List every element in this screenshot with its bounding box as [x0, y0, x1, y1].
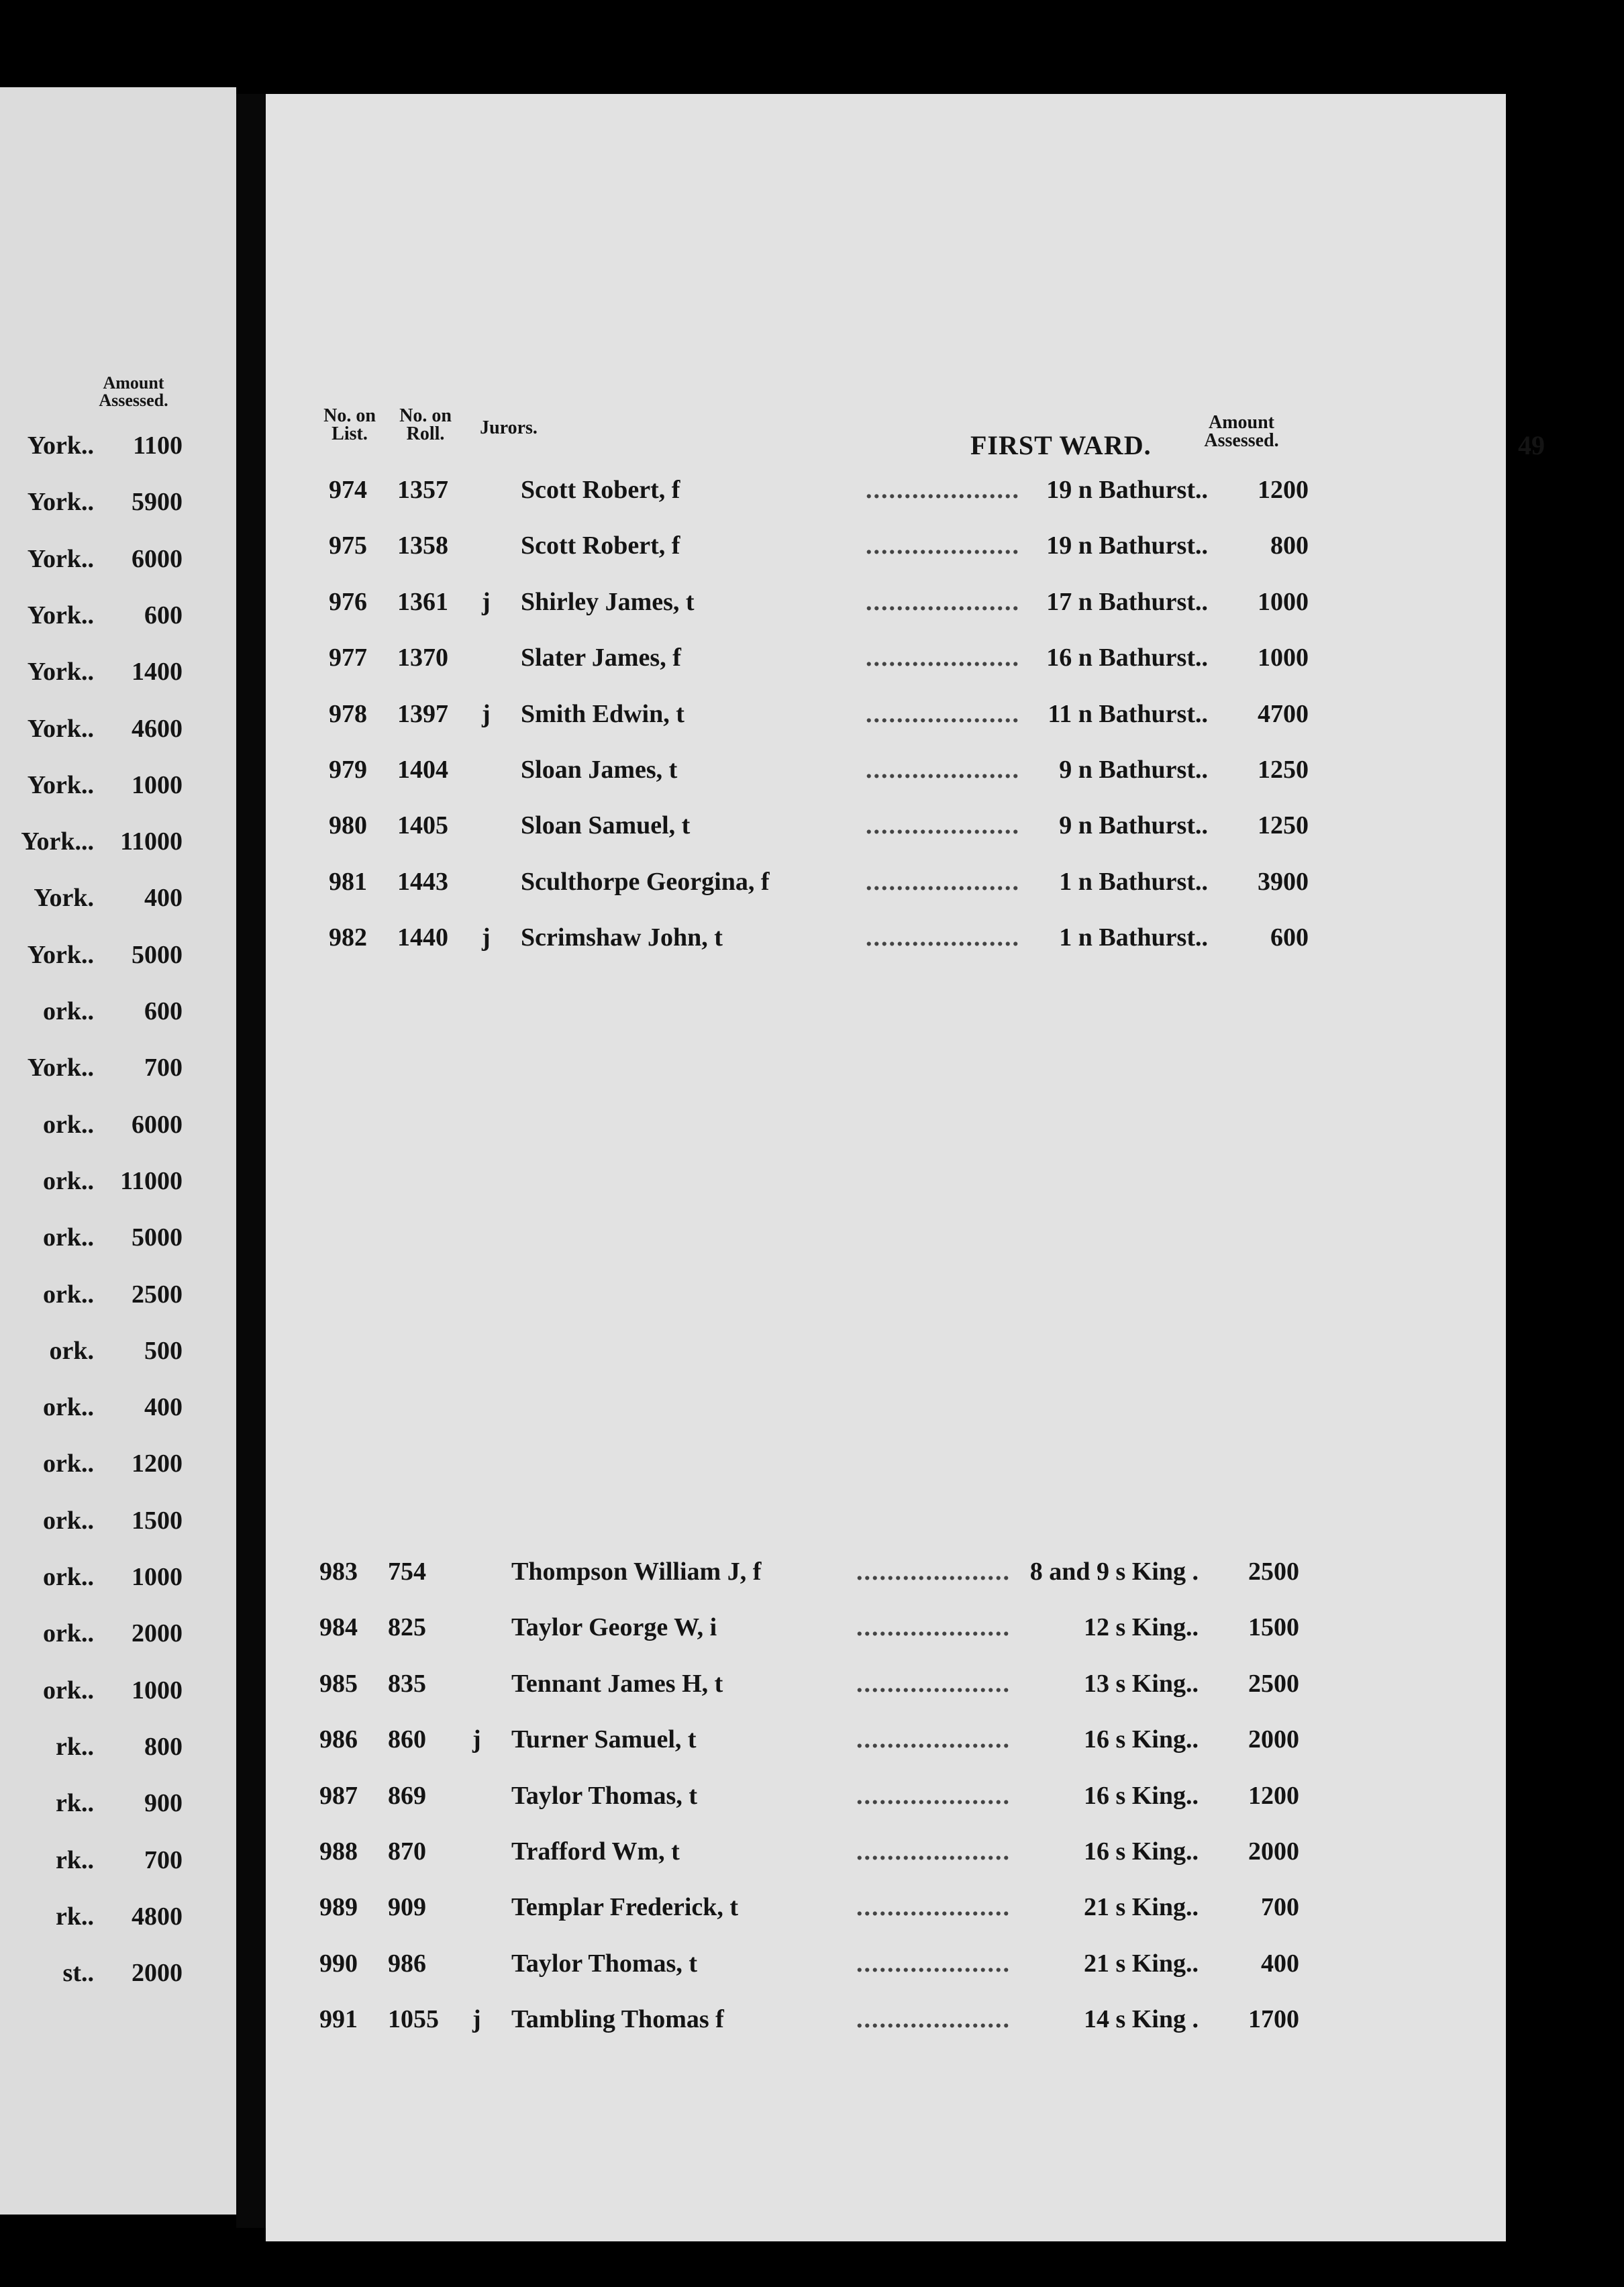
list-number: 982	[329, 923, 367, 952]
left-amount: 600	[144, 601, 183, 629]
left-row	[0, 1506, 195, 1546]
left-row	[0, 770, 195, 811]
roll-number: 1404	[397, 756, 448, 784]
entry-amount: 1200	[1258, 476, 1309, 504]
entry-name: Taylor George W, i	[511, 1613, 717, 1642]
entry-amount: 1250	[1258, 811, 1309, 840]
list-number: 977	[329, 644, 367, 672]
entry-address: 16 s King..	[1083, 1725, 1199, 1754]
entry-name: Sloan James, t	[521, 756, 678, 784]
entry-address: 11 n Bathurst..	[1048, 699, 1208, 728]
entry-amount: 4700	[1258, 699, 1309, 728]
left-street: ork..	[43, 1563, 94, 1591]
left-amount: 400	[144, 884, 183, 913]
left-row	[0, 1958, 195, 1998]
roll-number: 870	[388, 1837, 426, 1866]
left-row	[0, 601, 195, 641]
left-row	[0, 1336, 195, 1376]
left-amount: 1000	[132, 1676, 183, 1705]
left-row	[0, 1053, 195, 1093]
juror-mark: j	[472, 1725, 481, 1754]
entry-amount: 1700	[1248, 2005, 1299, 2034]
left-amount: 500	[144, 1336, 183, 1365]
left-street: ork..	[43, 1166, 94, 1195]
entry-name: Taylor Thomas, t	[511, 1949, 697, 1978]
left-amount: 4600	[132, 714, 183, 743]
left-amount: 4800	[132, 1902, 183, 1931]
list-number: 986	[319, 1725, 358, 1754]
list-number: 976	[329, 587, 367, 616]
table-row	[319, 1949, 1299, 1989]
list-number: 981	[329, 867, 367, 896]
entry-amount: 800	[1270, 531, 1309, 560]
leader-dots: ....................	[866, 867, 1020, 896]
left-street: York..	[27, 940, 94, 969]
entry-address: 19 n Bathurst..	[1046, 531, 1208, 560]
entry-amount: 1500	[1248, 1613, 1299, 1642]
roll-number: 1443	[397, 867, 448, 896]
list-number: 974	[329, 476, 367, 504]
leader-dots: ....................	[866, 699, 1020, 728]
left-street: ork..	[43, 1450, 94, 1478]
header-roll: No. on Roll.	[399, 405, 452, 444]
left-street: York..	[27, 658, 94, 687]
juror-mark: j	[482, 587, 491, 616]
entry-amount: 2500	[1248, 1669, 1299, 1698]
book-spine	[236, 94, 270, 2228]
left-row	[0, 1449, 195, 1489]
list-number: 978	[329, 699, 367, 728]
left-street: st..	[62, 1959, 94, 1988]
list-number: 975	[329, 531, 367, 560]
left-row	[0, 1902, 195, 1942]
entry-name: Thompson William J, f	[511, 1558, 762, 1586]
list-number: 985	[319, 1669, 358, 1698]
entry-address: 13 s King..	[1083, 1669, 1199, 1698]
leader-dots: ....................	[856, 1837, 1011, 1866]
left-row	[0, 940, 195, 980]
list-number: 991	[319, 2005, 358, 2034]
left-street: ork..	[43, 1393, 94, 1422]
table-row	[329, 867, 1309, 907]
left-row	[0, 487, 195, 527]
roll-number: 1370	[397, 644, 448, 672]
table-row	[329, 811, 1309, 851]
table-row	[329, 643, 1309, 683]
table-row	[329, 755, 1309, 795]
roll-number: 825	[388, 1613, 426, 1642]
entry-name: Smith Edwin, t	[521, 699, 684, 728]
entry-address: 1 n Bathurst..	[1059, 867, 1208, 896]
entry-name: Turner Samuel, t	[511, 1725, 697, 1754]
entry-amount: 2500	[1248, 1558, 1299, 1586]
left-row	[0, 431, 195, 471]
roll-number: 1055	[388, 2005, 439, 2034]
entry-amount: 2000	[1248, 1725, 1299, 1754]
table-row	[329, 699, 1309, 740]
entry-amount: 1250	[1258, 756, 1309, 784]
leader-dots: ....................	[856, 1893, 1011, 1922]
entry-amount: 1200	[1248, 1781, 1299, 1810]
roll-number: 1405	[397, 811, 448, 840]
header-amount: Amount Assessed.	[1204, 412, 1279, 451]
entry-address: 16 s King..	[1083, 1781, 1199, 1810]
entry-name: Templar Frederick, t	[511, 1893, 739, 1922]
left-amount: 1400	[132, 658, 183, 687]
table-row	[319, 1781, 1299, 1821]
left-amount: 700	[144, 1845, 183, 1874]
left-row	[0, 714, 195, 754]
left-amount: 6000	[132, 544, 183, 573]
left-row	[0, 544, 195, 585]
left-amount: 5000	[132, 1223, 183, 1252]
roll-number: 869	[388, 1781, 426, 1810]
roll-number: 1397	[397, 699, 448, 728]
left-street: ork..	[43, 1110, 94, 1139]
entry-name: Scrimshaw John, t	[521, 923, 723, 952]
list-number: 988	[319, 1837, 358, 1866]
entry-amount: 3900	[1258, 867, 1309, 896]
left-row	[0, 1392, 195, 1433]
entry-address: 21 s King..	[1083, 1949, 1199, 1978]
entry-amount: 1000	[1258, 644, 1309, 672]
page-title: FIRST WARD.	[970, 430, 1152, 460]
entry-amount: 1000	[1258, 587, 1309, 616]
list-number: 984	[319, 1613, 358, 1642]
entry-name: Slater James, f	[521, 644, 681, 672]
left-street: York..	[27, 601, 94, 629]
list-number: 980	[329, 811, 367, 840]
right-page	[266, 94, 1545, 2241]
list-number: 983	[319, 1558, 358, 1586]
left-amount: 2000	[132, 1959, 183, 1988]
left-amount: 600	[144, 997, 183, 1025]
left-row	[0, 827, 195, 867]
left-page	[0, 87, 236, 2215]
table-row	[319, 1557, 1299, 1597]
left-amount: 1100	[133, 431, 183, 460]
table-row	[319, 1613, 1299, 1653]
leader-dots: ....................	[856, 1613, 1011, 1642]
entry-amount: 600	[1270, 923, 1309, 952]
left-amount: 700	[144, 1054, 183, 1082]
entry-address: 16 s King..	[1083, 1837, 1199, 1866]
left-amount: 5000	[132, 940, 183, 969]
left-row	[0, 1562, 195, 1603]
juror-mark: j	[482, 699, 491, 728]
table-row	[329, 531, 1309, 571]
left-row	[0, 1223, 195, 1263]
table-row	[329, 587, 1309, 627]
entry-address: 17 n Bathurst..	[1046, 587, 1208, 616]
left-street: rk..	[56, 1902, 94, 1931]
header-list: No. on List.	[323, 405, 376, 444]
list-number: 987	[319, 1781, 358, 1810]
left-street: ork..	[43, 1223, 94, 1252]
left-street: York..	[27, 770, 94, 799]
left-row	[0, 1788, 195, 1829]
left-street: ork..	[43, 1619, 94, 1648]
left-street: York.	[34, 884, 94, 913]
page-number: 49	[1518, 430, 1545, 460]
leader-dots: ....................	[856, 1725, 1011, 1754]
leader-dots: ....................	[866, 644, 1020, 672]
left-row	[0, 1619, 195, 1659]
left-amount: 400	[144, 1393, 183, 1422]
left-street: York...	[21, 827, 94, 856]
left-amount: 11000	[120, 1166, 183, 1195]
left-street: rk..	[56, 1789, 94, 1818]
juror-mark: j	[472, 2005, 481, 2034]
entry-amount: 700	[1261, 1893, 1299, 1922]
entry-name: Taylor Thomas, t	[511, 1781, 697, 1810]
leader-dots: ....................	[866, 531, 1020, 560]
left-street: York..	[27, 714, 94, 743]
entry-address: 14 s King .	[1083, 2005, 1199, 2034]
left-street: York..	[27, 544, 94, 573]
left-amount: 11000	[120, 827, 183, 856]
list-number: 990	[319, 1949, 358, 1978]
leader-dots: ....................	[856, 1781, 1011, 1810]
leader-dots: ....................	[866, 476, 1020, 504]
roll-number: 1358	[397, 531, 448, 560]
roll-number: 754	[388, 1558, 426, 1586]
left-street: ork..	[43, 1280, 94, 1309]
entry-name: Trafford Wm, t	[511, 1837, 680, 1866]
left-street: rk..	[56, 1732, 94, 1761]
entry-amount: 400	[1261, 1949, 1299, 1978]
entry-name: Scott Robert, f	[521, 476, 680, 504]
left-row	[0, 1845, 195, 1886]
left-amount: 900	[144, 1789, 183, 1818]
leader-dots: ....................	[856, 1949, 1011, 1978]
left-amount: 800	[144, 1732, 183, 1761]
left-amount: 2000	[132, 1619, 183, 1648]
left-amount: 1200	[132, 1450, 183, 1478]
left-amount: 1000	[132, 770, 183, 799]
left-street: York..	[27, 431, 94, 460]
left-street: York..	[27, 488, 94, 517]
entry-address: 21 s King..	[1083, 1893, 1199, 1922]
entry-address: 9 n Bathurst..	[1059, 756, 1208, 784]
left-row	[0, 997, 195, 1037]
left-amount: 1500	[132, 1506, 183, 1535]
entry-address: 1 n Bathurst..	[1059, 923, 1208, 952]
entry-amount: 2000	[1248, 1837, 1299, 1866]
leader-dots: ....................	[866, 811, 1020, 840]
left-amount-header: Amount Assessed.	[99, 373, 168, 410]
left-street: ork..	[43, 997, 94, 1025]
leader-dots: ....................	[866, 923, 1020, 952]
entry-address: 8 and 9 s King .	[1029, 1558, 1199, 1586]
left-street: ork..	[43, 1676, 94, 1705]
left-amount: 5900	[132, 488, 183, 517]
entry-name: Sloan Samuel, t	[521, 811, 691, 840]
left-row	[0, 1280, 195, 1320]
entry-name: Shirley James, t	[521, 587, 695, 616]
left-street: ork.	[49, 1336, 94, 1365]
table-row	[319, 1725, 1299, 1765]
roll-number: 986	[388, 1949, 426, 1978]
leader-dots: ....................	[866, 756, 1020, 784]
table-row	[329, 923, 1309, 963]
left-amount: 1000	[132, 1563, 183, 1591]
table-row	[319, 2004, 1299, 2045]
header-jurors: Jurors.	[480, 417, 538, 438]
entry-address: 12 s King..	[1083, 1613, 1199, 1642]
left-amount: 2500	[132, 1280, 183, 1309]
leader-dots: ....................	[866, 587, 1020, 616]
left-row	[0, 1732, 195, 1772]
roll-number: 860	[388, 1725, 426, 1754]
left-row	[0, 1110, 195, 1150]
leader-dots: ....................	[856, 2005, 1011, 2034]
table-row	[319, 1669, 1299, 1709]
left-amount: 6000	[132, 1110, 183, 1139]
roll-number: 835	[388, 1669, 426, 1698]
roll-number: 909	[388, 1893, 426, 1922]
entry-name: Tennant James H, t	[511, 1669, 723, 1698]
left-row	[0, 883, 195, 923]
entry-address: 19 n Bathurst..	[1046, 476, 1208, 504]
entry-name: Sculthorpe Georgina, f	[521, 867, 770, 896]
table-row	[329, 475, 1309, 515]
entry-address: 16 n Bathurst..	[1046, 644, 1208, 672]
leader-dots: ....................	[856, 1669, 1011, 1698]
juror-mark: j	[482, 923, 491, 952]
roll-number: 1440	[397, 923, 448, 952]
entry-address: 9 n Bathurst..	[1059, 811, 1208, 840]
table-row	[319, 1837, 1299, 1877]
list-number: 989	[319, 1893, 358, 1922]
table-row	[319, 1892, 1299, 1933]
roll-number: 1357	[397, 476, 448, 504]
entry-name: Scott Robert, f	[521, 531, 680, 560]
left-row	[0, 1166, 195, 1207]
left-row	[0, 1676, 195, 1716]
left-street: York..	[27, 1054, 94, 1082]
left-street: rk..	[56, 1845, 94, 1874]
roll-number: 1361	[397, 587, 448, 616]
entry-name: Tambling Thomas f	[511, 2005, 724, 2034]
leader-dots: ....................	[856, 1558, 1011, 1586]
left-row	[0, 657, 195, 697]
left-street: ork..	[43, 1506, 94, 1535]
list-number: 979	[329, 756, 367, 784]
